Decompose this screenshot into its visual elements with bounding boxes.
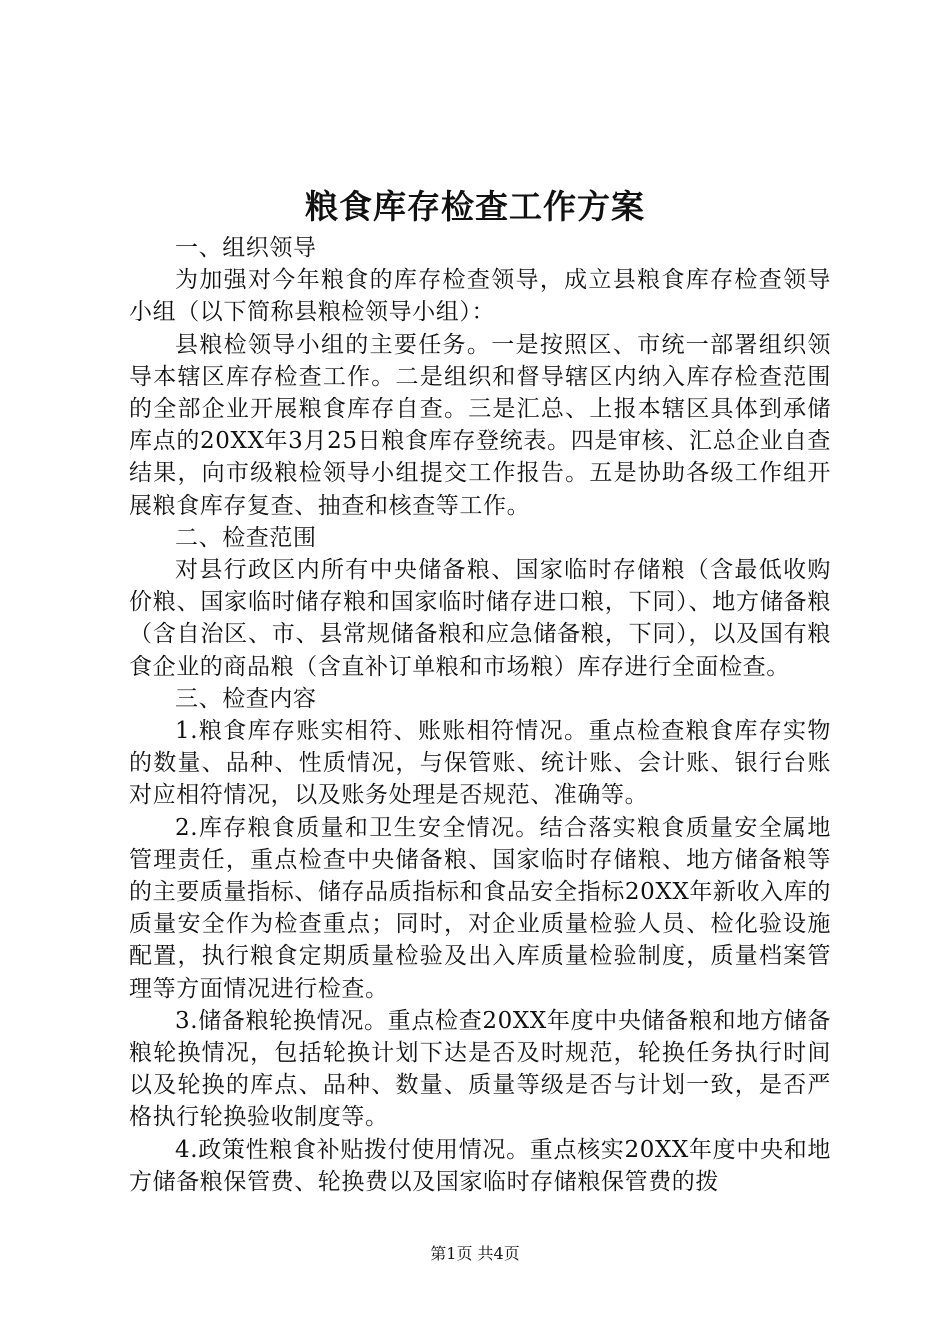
paragraph: 为加强对今年粮食的库存检查领导，成立县粮食库存检查领导小组（以下简称县粮检领导小组）： [129, 267, 831, 326]
page-footer: 第1页 共4页 [430, 1244, 520, 1263]
document-body [129, 232, 831, 1198]
document-title: 粮食库存检查工作方案 [305, 187, 645, 226]
paragraph: 对县行政区内所有中央储备粮、国家临时存储粮（含最低收购价粮、国家临时储存粮和国家临时储存进口粮，下同）、地方储备粮（含自治区、市、县常规储备粮和应急储备粮，下同），以及国有粮食企业的商品粮（含直补订单粮和市场粮）库存进行全面检查。 [129, 557, 831, 680]
paragraph: 1.粮食库存账实相符、账账相符情况。重点检查粮食库存实物的数量、品种、性质情况，与保管账、统计账、会计账、银行台账对应相符情况，以及账务处理是否规范、准确等。 [129, 718, 831, 809]
section-heading-organization: 一、组织领导 [175, 235, 317, 261]
paragraph: 3.储备粮轮换情况。重点检查20XX年度中央储备粮和地方储备粮轮换情况，包括轮换计划下达是否及时规范，轮换任务执行时间以及轮换的库点、品种、数量、质量等级是否与计划一致，是否严格执行轮换验收制度等。 [129, 1007, 831, 1131]
paragraph: 县粮检领导小组的主要任务。一是按照区、市统一部署组织领导本辖区库存检查工作。二是组织和督导辖区内纳入库存检查范围的全部企业开展粮食库存自查。三是汇总、上报本辖区具体到承储库点的20XX年3月25日粮食库存登统表。四是审核、汇总企业自查结果，向市级粮检领导小组提交工作报告。五是协助各级工作组开展粮食库存复查、抽查和核查等工作。 [129, 331, 831, 519]
paragraph: 4.政策性粮食补贴拨付使用情况。重点核实20XX年度中央和地方储备粮保管费、轮换费以及国家临时存储粮保管费的拨 [129, 1136, 831, 1195]
section-heading-scope: 二、检查范围 [175, 524, 317, 551]
paragraph: 2.库存粮食质量和卫生安全情况。结合落实粮食质量安全属地管理责任，重点检查中央储备粮、国家临时存储粮、地方储备粮等的主要质量指标、储存品质指标和食品安全指标20XX年新收入库的质量安全作为检查重点；同时，对企业质量检验人员、检化验设施配置，执行粮食定期质量检验及出入库质量检验制度，质量档案管理等方面情况进行检查。 [129, 814, 831, 1002]
section-heading-content: 三、检查内容 [175, 685, 317, 712]
